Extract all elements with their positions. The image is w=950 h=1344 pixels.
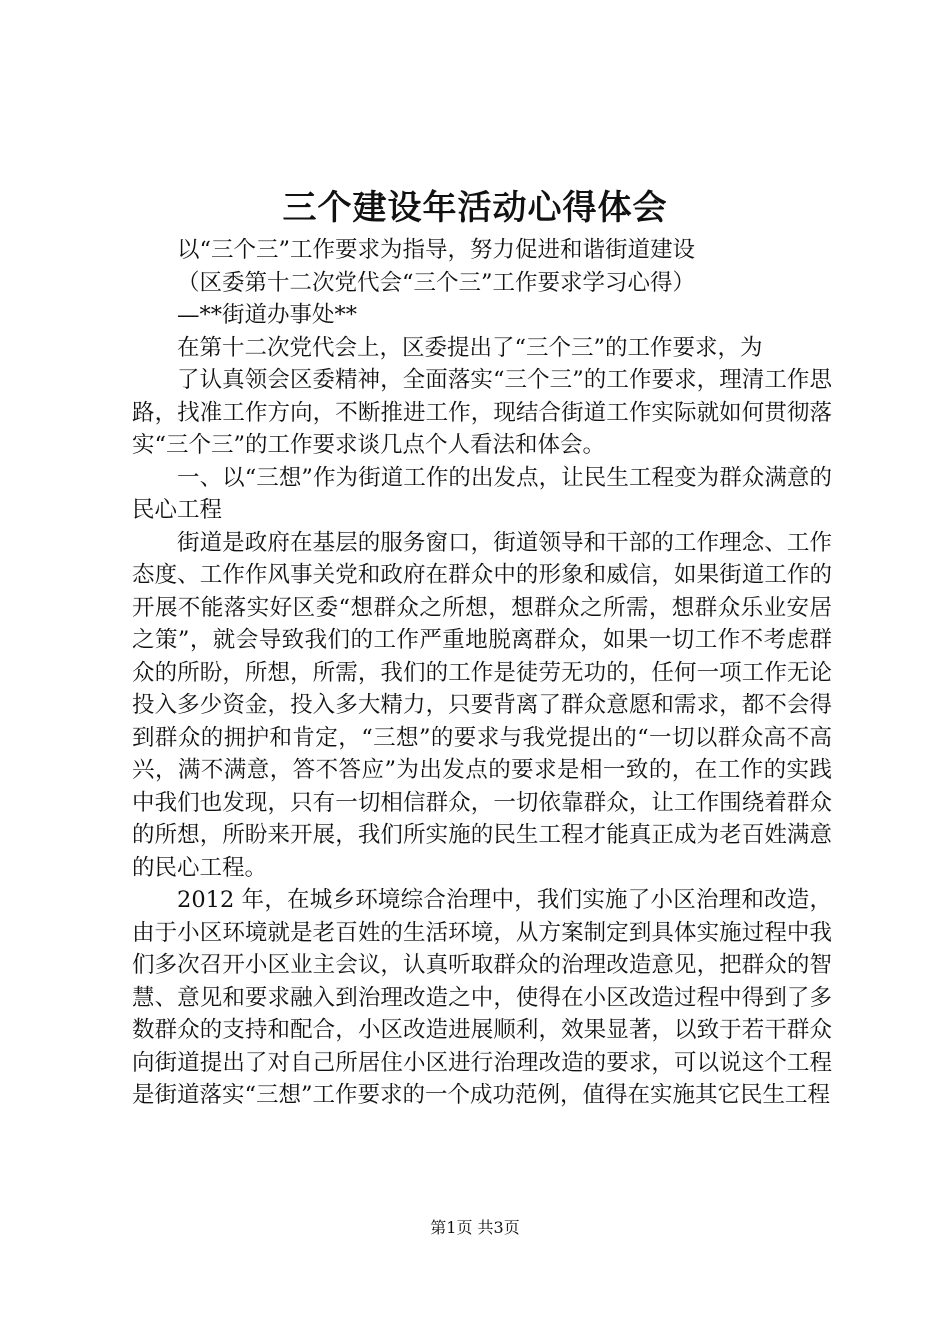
paragraph-purpose: 了认真领会区委精神，全面落实“三个三”的工作要求，理清工作思路，找准工作方向，不断推进工作，现结合街道工作实际就如何贯彻落实“三个三”的工作要求谈几点个人看法和体会。 [132,367,832,458]
paragraph-2012-example: 2012 年，在城乡环境综合治理中，我们实施了小区治理和改造，由于小区环境就是老百姓的生活环境，从方案制定到具体实施过程中我们多次召开小区业主会议，认真听取群众的治理改造意见，把群众的智慧、意见和要求融入到治理改造之中，使得在小区改造过程中得到了多数群众的支持和配合，小区改造进展顺利，效果显著，以致于若干群众向街道提出了对自己所居住小区进行治理改造的要求，可以说这个工程是街道落实“三想”工作要求的一个成功范例，值得在实施其它民生工程 [132,887,832,1108]
document-title: 三个建设年活动心得体会 [282,188,668,228]
author-line: —**街道办事处** [177,302,358,328]
subtitle-line-1: 以“三个三”工作要求为指导，努力促进和谐街道建设 [177,237,696,263]
subtitle-line-2: （区委第十二次党代会“三个三”工作要求学习心得） [177,269,696,296]
section-heading-1: 一、以“三想”作为街道工作的出发点，让民生工程变为群众满意的民心工程 [132,464,832,523]
document-body [132,234,832,1112]
paragraph-intro: 在第十二次党代会上，区委提出了“三个三”的工作要求，为 [177,334,763,361]
paragraph-street-role: 街道是政府在基层的服务窗口，街道领导和干部的工作理念、工作态度、工作作风事关党和政府在群众中的形象和威信，如果街道工作的开展不能落实好区委“想群众之所想，想群众之所需，想群众乐业安居之策”，就会导致我们的工作严重地脱离群众，如果一切工作不考虑群众的所盼，所想，所需，我们的工作是徒劳无功的，任何一项工作无论投入多少资金，投入多大精力，只要背离了群众意愿和需求，都不会得到群众的拥护和肯定，“三想”的要求与我党提出的“一切以群众高不高兴，满不满意，答不答应”为出发点的要求是相一致的，在工作的实践中我们也发现，只有一切相信群众，一切依靠群众，让工作围绕着群众的所想，所盼来开展，我们所实施的民生工程才能真正成为老百姓满意的民心工程。 [132,529,832,881]
page-footer: 第1页 共3页 [430,1218,520,1237]
